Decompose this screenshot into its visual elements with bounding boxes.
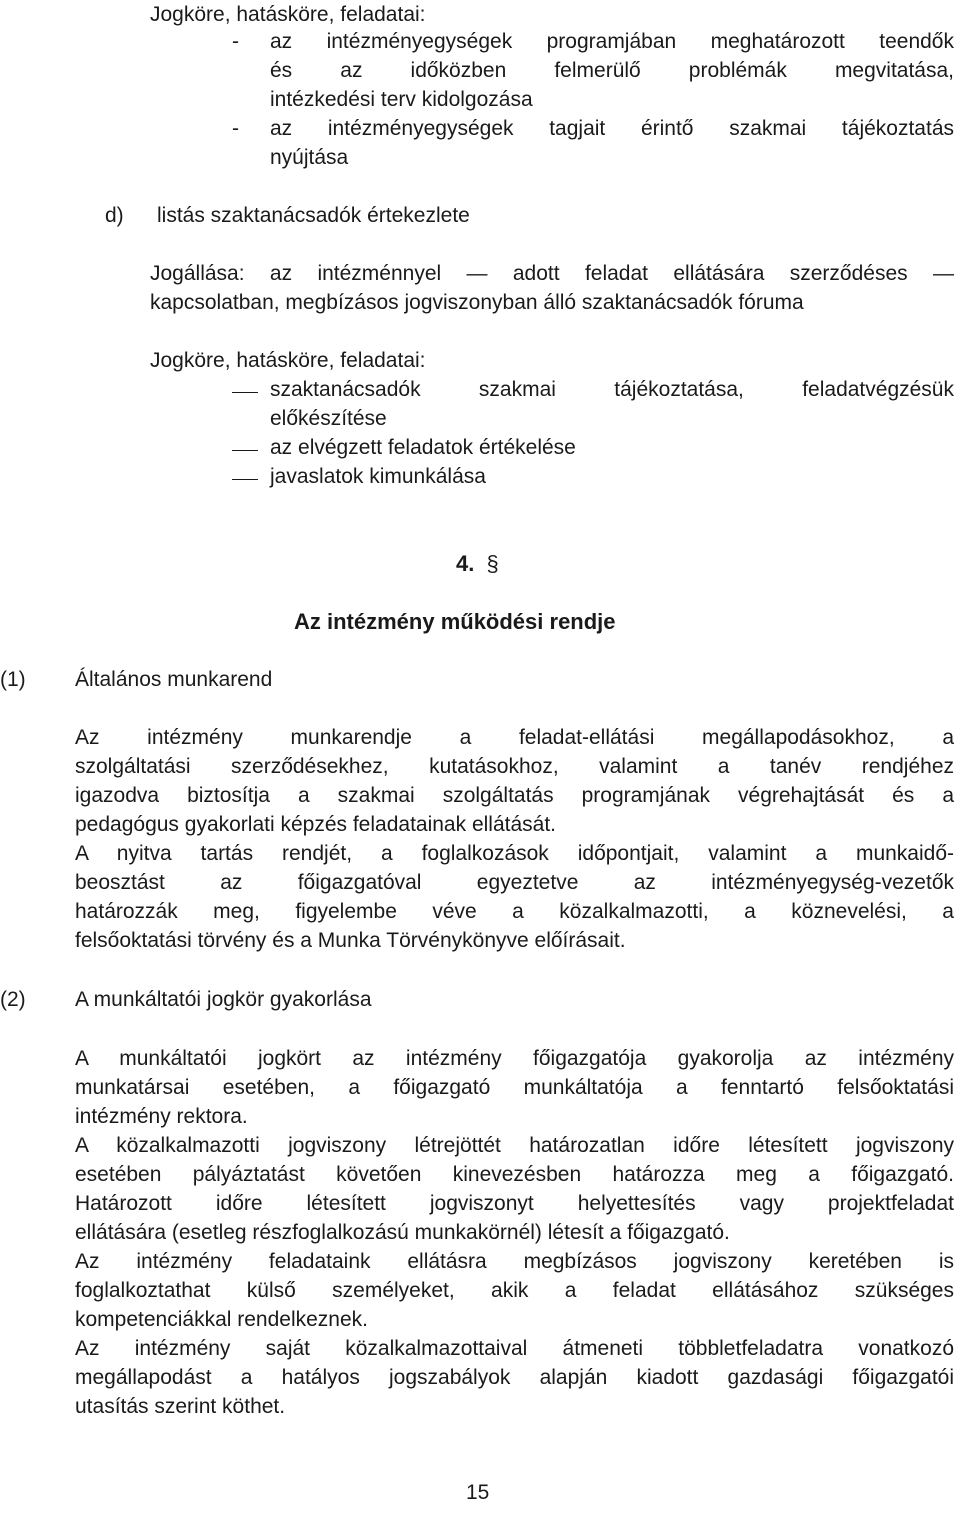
paragraph-line: foglalkoztathat külső személyeket, akik a feladat ellátásához szükséges <box>75 1279 954 1302</box>
paragraph-line: utasítás szerint köthet. <box>75 1395 286 1418</box>
list-marker: - <box>232 117 239 140</box>
sub1-marker: (1) <box>0 668 26 691</box>
paragraph-line: ellátására (esetleg részfoglalkozású munkakörnél) létesít a főigazgató. <box>75 1221 730 1244</box>
paragraph-line: A nyitva tartás rendjét, a foglalkozások időpontjait, valamint a munkaidő- <box>75 842 954 865</box>
list-item-line: és az időközben felmerülő problémák megvitatása, <box>270 59 954 82</box>
section-symbol: § <box>486 551 499 576</box>
list-item-line: az intézményegységek programjában meghatározott teendők <box>270 30 954 53</box>
sub1-title: Általános munkarend <box>75 668 273 691</box>
paragraph-line: megállapodást a hatályos jogszabályok alapján kiadott gazdasági főigazgatói <box>75 1366 954 1389</box>
dash-bullet <box>232 479 258 480</box>
paragraph-line: kompetenciákkal rendelkeznek. <box>75 1308 368 1331</box>
paragraph-line: szolgáltatási szerződésekhez, kutatásokhoz, valamint a tanév rendjéhez <box>75 755 954 778</box>
list-item-line: intézkedési terv kidolgozása <box>270 88 533 111</box>
section-number-text: 4. <box>456 551 475 576</box>
sub2-marker: (2) <box>0 988 26 1011</box>
section-title: Az intézmény működési rendje <box>294 609 616 634</box>
paragraph-line: intézmény rektora. <box>75 1105 248 1128</box>
paragraph-line: pedagógus gyakorlati képzés feladatainak ellátását. <box>75 813 556 836</box>
item-d-title: listás szaktanácsadók értekezlete <box>157 204 470 227</box>
paragraph-line: igazodva biztosítja a szakmai szolgáltatás programjának végrehajtását és a <box>75 784 954 807</box>
list-item-line: nyújtása <box>270 146 349 169</box>
item-d-heading: Jogköre, hatásköre, feladatai: <box>150 349 426 372</box>
sub2-title: A munkáltatói jogkör gyakorlása <box>75 988 372 1011</box>
paragraph-line: Az intézmény feladataink ellátásra megbízásos jogviszony keretében is <box>75 1250 954 1273</box>
item-d-marker: d) <box>105 204 124 227</box>
dash-bullet <box>232 450 258 451</box>
status-line: Jogállása: az intézménnyel ― adott feladat ellátására szerződéses ― <box>150 262 954 285</box>
list-item-line: az intézményegységek tagjait érintő szakmai tájékoztatás <box>270 117 954 140</box>
paragraph-line: A munkáltatói jogkört az intézmény főigazgatója gyakorolja az intézmény <box>75 1047 954 1070</box>
paragraph-line: esetében pályáztatást követően kinevezésben határozza meg a főigazgató. <box>75 1163 954 1186</box>
paragraph-line: munkatársai esetében, a főigazgató munkáltatója a fenntartó felsőoktatási <box>75 1076 954 1099</box>
task-line: az elvégzett feladatok értékelése <box>270 436 576 459</box>
paragraph-line: A közalkalmazotti jogviszony létrejöttét határozatlan időre létesített jogviszony <box>75 1134 954 1157</box>
list-marker: - <box>232 30 239 53</box>
task-line: előkészítése <box>270 407 387 430</box>
paragraph-line: határozzák meg, figyelembe véve a közalkalmazotti, a köznevelési, a <box>75 900 954 923</box>
status-line: kapcsolatban, megbízásos jogviszonyban álló szaktanácsadók fóruma <box>150 291 804 314</box>
section-number <box>456 549 499 578</box>
top-heading: Jogköre, hatásköre, feladatai: <box>150 3 426 26</box>
task-line: javaslatok kimunkálása <box>270 465 486 488</box>
paragraph-line: Az intézmény saját közalkalmazottaival átmeneti többletfeladatra vonatkozó <box>75 1337 954 1360</box>
paragraph-line: Határozott időre létesített jogviszonyt helyettesítés vagy projektfeladat <box>75 1192 954 1215</box>
paragraph-line: felsőoktatási törvény és a Munka Törvénykönyve előírásait. <box>75 929 626 952</box>
task-line: szaktanácsadók szakmai tájékoztatása, feladatvégzésük <box>270 378 954 401</box>
page-number: 15 <box>466 1481 490 1504</box>
paragraph-line: Az intézmény munkarendje a feladat-ellátási megállapodásokhoz, a <box>75 726 954 749</box>
dash-bullet <box>232 392 258 393</box>
paragraph-line: beosztást az főigazgatóval egyeztetve az intézményegység-vezetők <box>75 871 954 894</box>
